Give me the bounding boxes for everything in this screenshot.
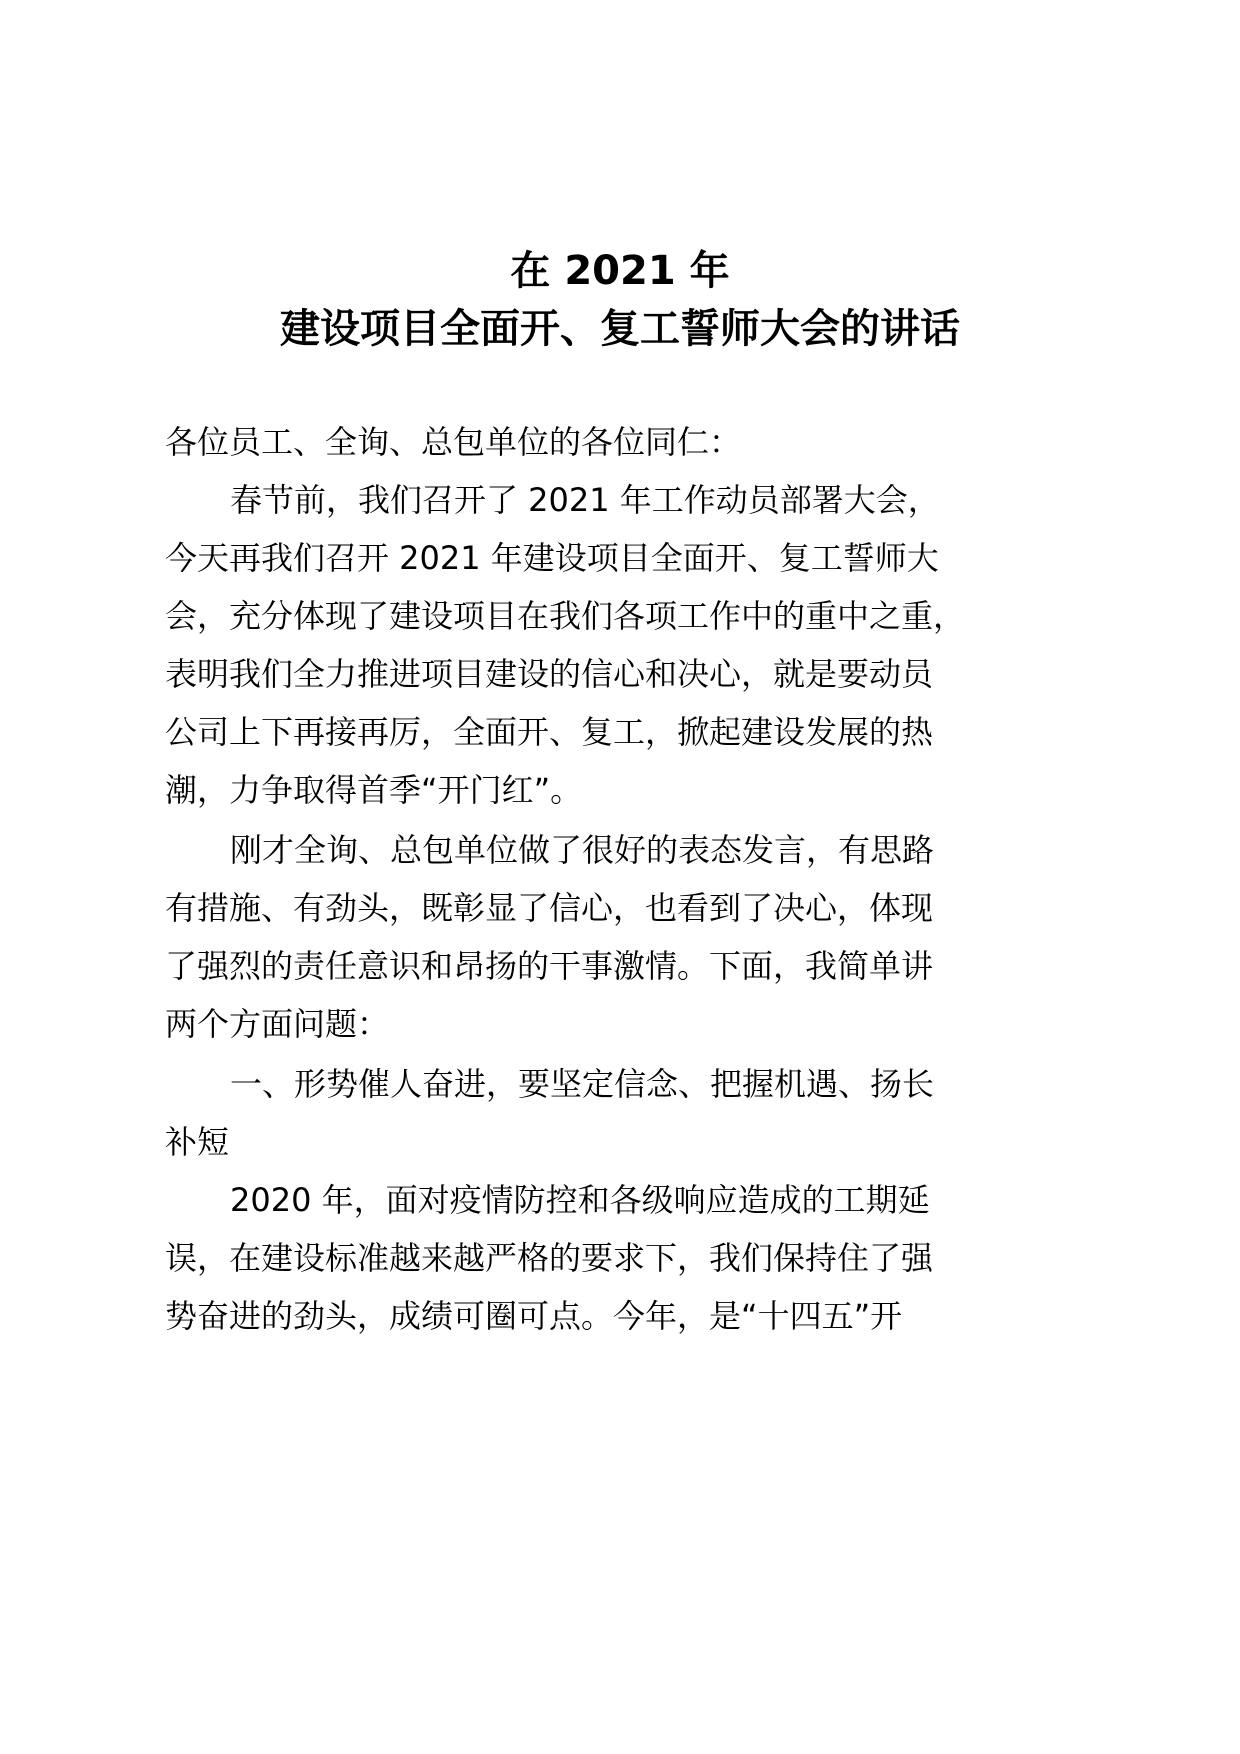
section-heading-1-line-2: 补短 <box>165 1123 230 1161</box>
paragraph-2-line-2: 有措施、有劲头，既彰显了信心，也看到了决心，体现 <box>165 889 934 927</box>
paragraph-2-line-1: 刚才全询、总包单位做了很好的表态发言，有思路 <box>230 831 935 869</box>
paragraph-1-line-3: 会，充分体现了建设项目在我们各项工作中的重中之重， <box>165 597 966 635</box>
paragraph-1-line-2: 今天再我们召开 2021 年建设项目全面开、复工誓师大 <box>165 539 939 577</box>
paragraph-2-line-4: 两个方面问题： <box>165 1005 390 1043</box>
paragraph-1-line-4: 表明我们全力推进项目建设的信心和决心，就是要动员 <box>165 655 934 693</box>
title-line-2: 建设项目全面开、复工誓师大会的讲话 <box>280 306 960 352</box>
paragraph-3-line-1: 2020 年，面对疫情防控和各级响应造成的工期延 <box>230 1181 930 1219</box>
section-heading-1-line-1: 一、形势催人奋进，要坚定信念、把握机遇、扬长 <box>230 1065 935 1103</box>
salutation: 各位员工、全询、总包单位的各位同仁： <box>165 423 742 461</box>
paragraph-1-line-5: 公司上下再接再厉，全面开、复工，掀起建设发展的热 <box>165 713 934 751</box>
paragraph-3-line-3: 势奋进的劲头，成绩可圈可点。今年，是“十四五”开 <box>165 1297 903 1335</box>
paragraph-2-line-3: 了强烈的责任意识和昂扬的干事激情。下面，我简单讲 <box>165 947 934 985</box>
title-line-1: 在 2021 年 <box>510 248 730 294</box>
paragraph-1-line-6: 潮，力争取得首季“开门红”。 <box>165 771 583 809</box>
paragraph-1-line-1: 春节前，我们召开了 2021 年工作动员部署大会， <box>230 481 940 519</box>
paragraph-3-line-2: 误，在建设标准越来越严格的要求下，我们保持住了强 <box>165 1239 934 1277</box>
